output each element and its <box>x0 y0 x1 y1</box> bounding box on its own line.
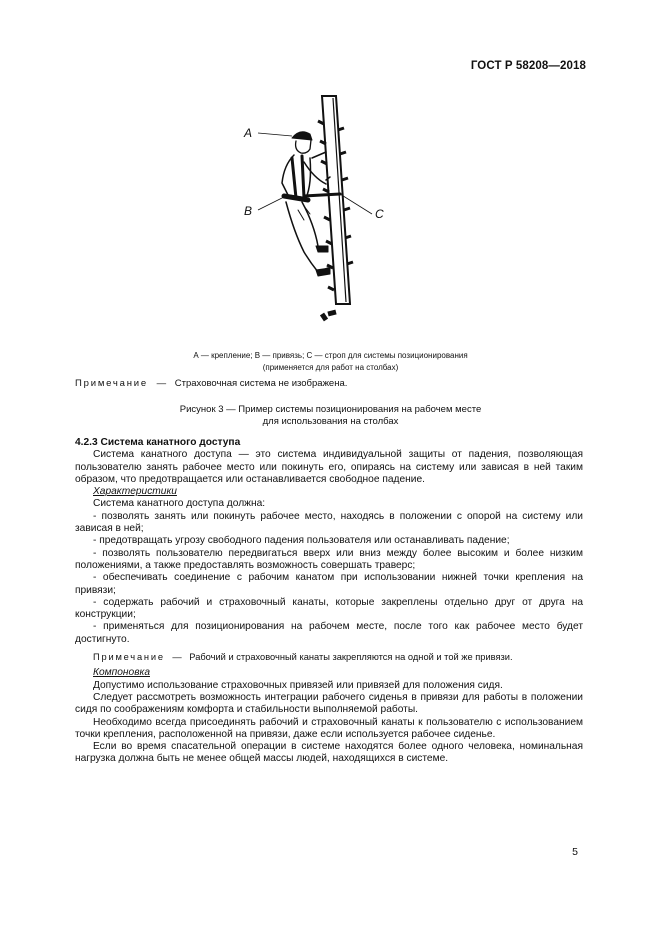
pole <box>318 96 353 320</box>
figure-note-dash: — <box>156 378 167 389</box>
section-note-text: Рабочий и страховочный канаты закрепляются на одной и той же привязи. <box>189 652 513 663</box>
characteristics-item: - обеспечивать соединение с рабочим канатом при использовании нижней точки крепления на привязи; <box>75 572 583 596</box>
characteristics-item: - позволять занять или покинуть рабочее место, находясь в положении с опорой на систему или зависая в ней; <box>75 510 583 535</box>
characteristics-item: - содержать рабочий и страховочный канаты, которые закреплены отдельно друг от друга на конструкции; <box>75 596 583 621</box>
figure-label-a: A <box>244 126 253 140</box>
page-number: 5 <box>572 846 578 858</box>
section-body <box>75 437 583 766</box>
characteristics-item: - предотвращать угрозу свободного падения пользователя или останавливать падение; <box>93 535 510 547</box>
figure-note-label: Примечание <box>75 378 148 389</box>
figure-legend-line2: (применяется для работ на столбах) <box>262 363 399 372</box>
layout-paragraph: Если во время спасательной операции в системе находятся более одного человека, номинальная нагрузка должна быть не менее общей массы людей, находящихся в системе. <box>75 741 583 765</box>
figure-legend-line1: А — крепление; В — привязь; С — строп для системы позиционирования <box>193 351 468 360</box>
label-leaders <box>258 133 372 214</box>
characteristics-title: Характеристики <box>93 486 177 498</box>
layout-paragraph: Допустимо использование страховочных привязей или привязей для положения сидя. <box>93 679 503 691</box>
characteristics-item: - применяться для позиционирования на рабочем месте, после того как рабочее место будет достигнуто. <box>75 621 583 645</box>
characteristics-item: - позволять пользователю передвигаться вверх или вниз между более высоким и более низким положениями, а также предоставлять возможность совершать траверс; <box>75 547 583 571</box>
layout-paragraph: Следует рассмотреть возможность интеграции рабочего сиденья в привязи для работы в положении сидя по соображениям комфорта и стабильности выполняемой работы. <box>75 691 583 716</box>
figure-legend <box>60 350 601 374</box>
document-code: ГОСТ Р 58208—2018 <box>470 60 586 72</box>
figure-caption <box>60 404 601 428</box>
figure-caption-line2: для использования на столбах <box>262 416 399 427</box>
section-heading: 4.2.3 Система канатного доступа <box>75 437 241 448</box>
section-note-label: Примечание <box>93 652 165 663</box>
layout-title: Компоновка <box>93 667 150 679</box>
characteristics-lead: Система канатного доступа должна: <box>93 498 266 510</box>
figure-pole-worker <box>232 92 392 342</box>
pole-worker-illustration <box>232 92 392 342</box>
figure-note <box>75 378 347 389</box>
figure-note-text: Страховочная система не изображена. <box>174 378 348 389</box>
figure-label-c: C <box>375 207 384 221</box>
section-note <box>75 651 583 663</box>
figure-caption-line1: Рисунок 3 — Пример системы позиционирования на рабочем месте <box>179 404 482 415</box>
layout-paragraph: Необходимо всегда присоединять рабочий и страховочный канаты к пользователю с использованием точки крепления, расположенной на привязи, даже если используется рабочее сиденье. <box>75 716 583 740</box>
section-note-dash: — <box>172 652 182 663</box>
figure-label-b: B <box>244 204 253 218</box>
section-intro: Система канатного доступа — это система индивидуальной защиты от падения, позволяющая пользователю занять рабочее место или покинуть его, опираясь на систему или зависая в ней таким образом, что предотвращается или останавливается свободное падение. <box>75 449 583 485</box>
